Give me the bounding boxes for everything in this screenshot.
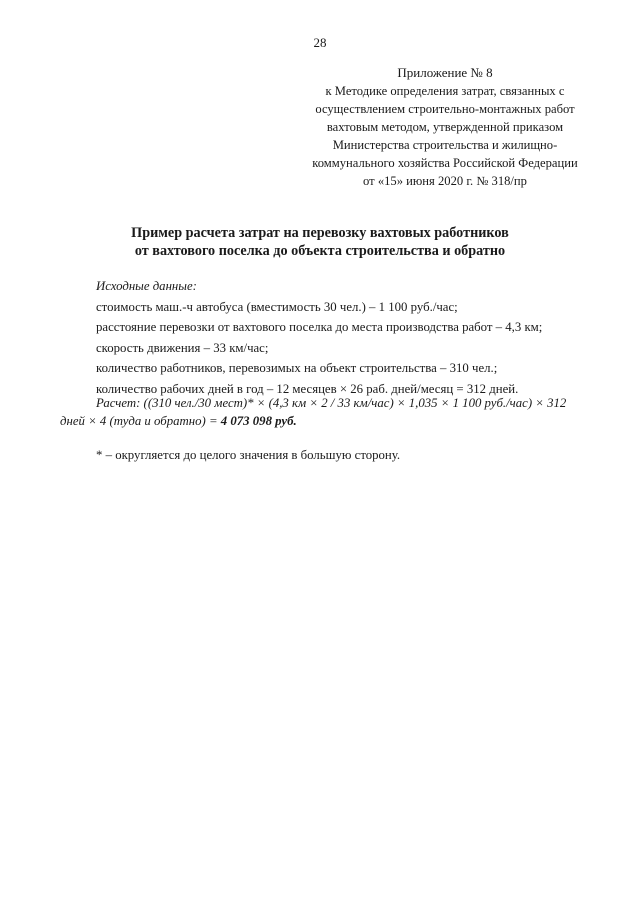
annex-line: вахтовым методом, утвержденной приказом xyxy=(326,120,564,134)
title-line-2: от вахтового поселка до объекта строительства и обратно xyxy=(134,243,506,259)
source-data-heading: Исходные данные: xyxy=(96,279,197,293)
source-data-item: количество работников, перевозимых на объект строительства – 310 чел.; xyxy=(96,361,498,375)
annex-line: от «15» июня 2020 г. № 318/пр xyxy=(363,174,527,188)
source-data-item: стоимость маш.-ч автобуса (вместимость 30 чел.) – 1 100 руб./час; xyxy=(96,299,458,314)
source-data-item: расстояние перевозки от вахтового поселка до места производства работ – 4,3 км; xyxy=(96,320,543,334)
annex-line: коммунального хозяйства Российской Федерации xyxy=(312,156,578,170)
page-number: 28 xyxy=(313,35,327,50)
annex-line: к Методике определения затрат, связанных с xyxy=(325,84,565,98)
annex-title: Приложение № 8 xyxy=(397,65,493,80)
annex-line: осуществлением строительно-монтажных работ xyxy=(315,102,575,116)
annex-header xyxy=(270,64,620,190)
title-line-1: Пример расчета затрат на перевозку вахтовых работников xyxy=(131,225,509,241)
calculation-formula: Расчет: ((310 чел./30 мест)* × (4,3 км × 2 / 33 км/час) × 1,035 × 1 100 руб./час) × 312 дней × 4 (туда и обратно) = xyxy=(60,396,567,428)
calculation-paragraph xyxy=(60,394,570,430)
footnote: * – округляется до целого значения в большую сторону. xyxy=(96,448,401,462)
source-data-section xyxy=(96,276,596,399)
annex-line: Министерства строительства и жилищно- xyxy=(332,138,558,152)
document-title xyxy=(60,224,580,260)
calculation-result: 4 073 098 руб. xyxy=(220,414,297,428)
source-data-item: количество рабочих дней в год – 12 месяцев × 26 раб. дней/месяц = 312 дней. xyxy=(96,381,519,396)
source-data-item: скорость движения – 33 км/час; xyxy=(96,340,269,355)
